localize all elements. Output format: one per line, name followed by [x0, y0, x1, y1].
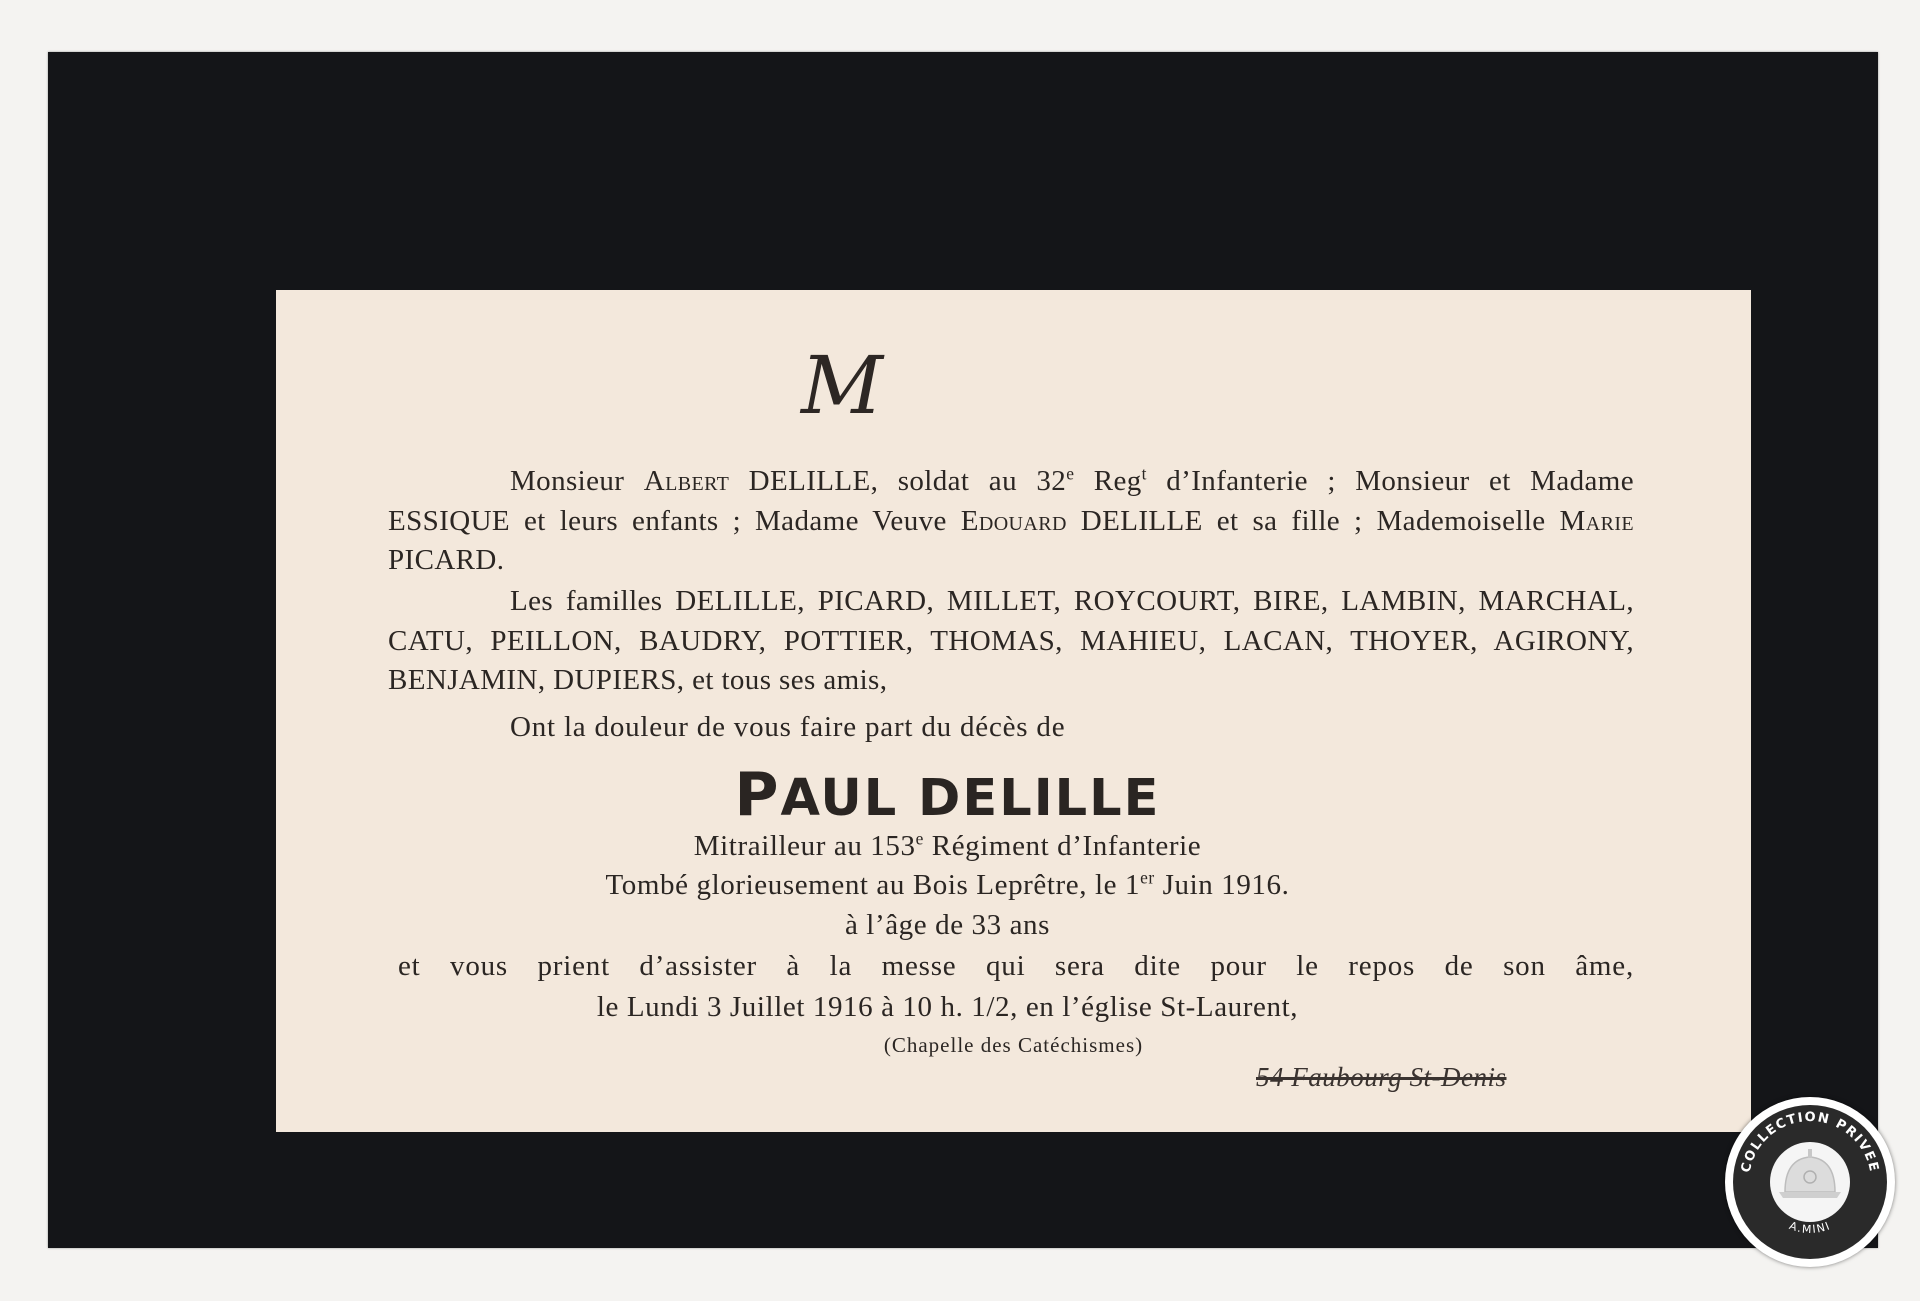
deceased-age: à l’âge de 33 ans — [844, 909, 1051, 941]
families-paragraph: Les familles DELILLE, PICARD, MILLET, ROYCOURT, BIRE, LAMBIN, MARCHAL, CATU, PEILLON, BAUDRY, POTTIER, THOMAS, MAHIEU, LACAN, THOYER, AGIRONY, BENJAMIN, DUPIERS, et tous ses amis, — [388, 585, 1634, 696]
struck-address: 54 Faubourg St-Denis — [1256, 1062, 1507, 1092]
deceased-rank: Mitrailleur au 153e Régiment d’Infanterie — [693, 828, 1202, 862]
seal-top-text: COLLECTION PRIVEE — [1738, 1109, 1882, 1175]
seal-bottom-text: A.MINI — [1787, 1219, 1833, 1237]
seal-text-svg — [1725, 1097, 1895, 1267]
mourning-border — [48, 52, 1878, 1248]
announcement-card — [276, 290, 1751, 1132]
family-paragraph: Monsieur Albert DELILLE, soldat au 32e Reg$^t$ d’Infanterie ; Monsieur et Madame ESSIQUE et leurs enfants ; Madame Veuve Edouard DELILLE et sa fille ; Mademoiselle Marie PICARD. — [388, 463, 1634, 576]
deceased-name: PAUL DELILLE — [734, 760, 1161, 830]
collection-seal — [1725, 1097, 1895, 1267]
chapel-note: (Chapelle des Catéchismes) — [883, 1033, 1144, 1057]
monogram: M — [801, 339, 883, 432]
death-details: Tombé glorieusement au Bois Leprêtre, le 1er Juin 1916. — [605, 867, 1290, 901]
mass-details: le Lundi 3 Juillet 1916 à 10 h. 1/2, en l’église St-Laurent, — [596, 991, 1299, 1023]
announcement-intro: Ont la douleur de vous faire part du décès de — [510, 711, 1066, 743]
mass-invitation: et vous prient d’assister à la messe qui sera dite pour le repos de son âme, — [398, 950, 1634, 982]
